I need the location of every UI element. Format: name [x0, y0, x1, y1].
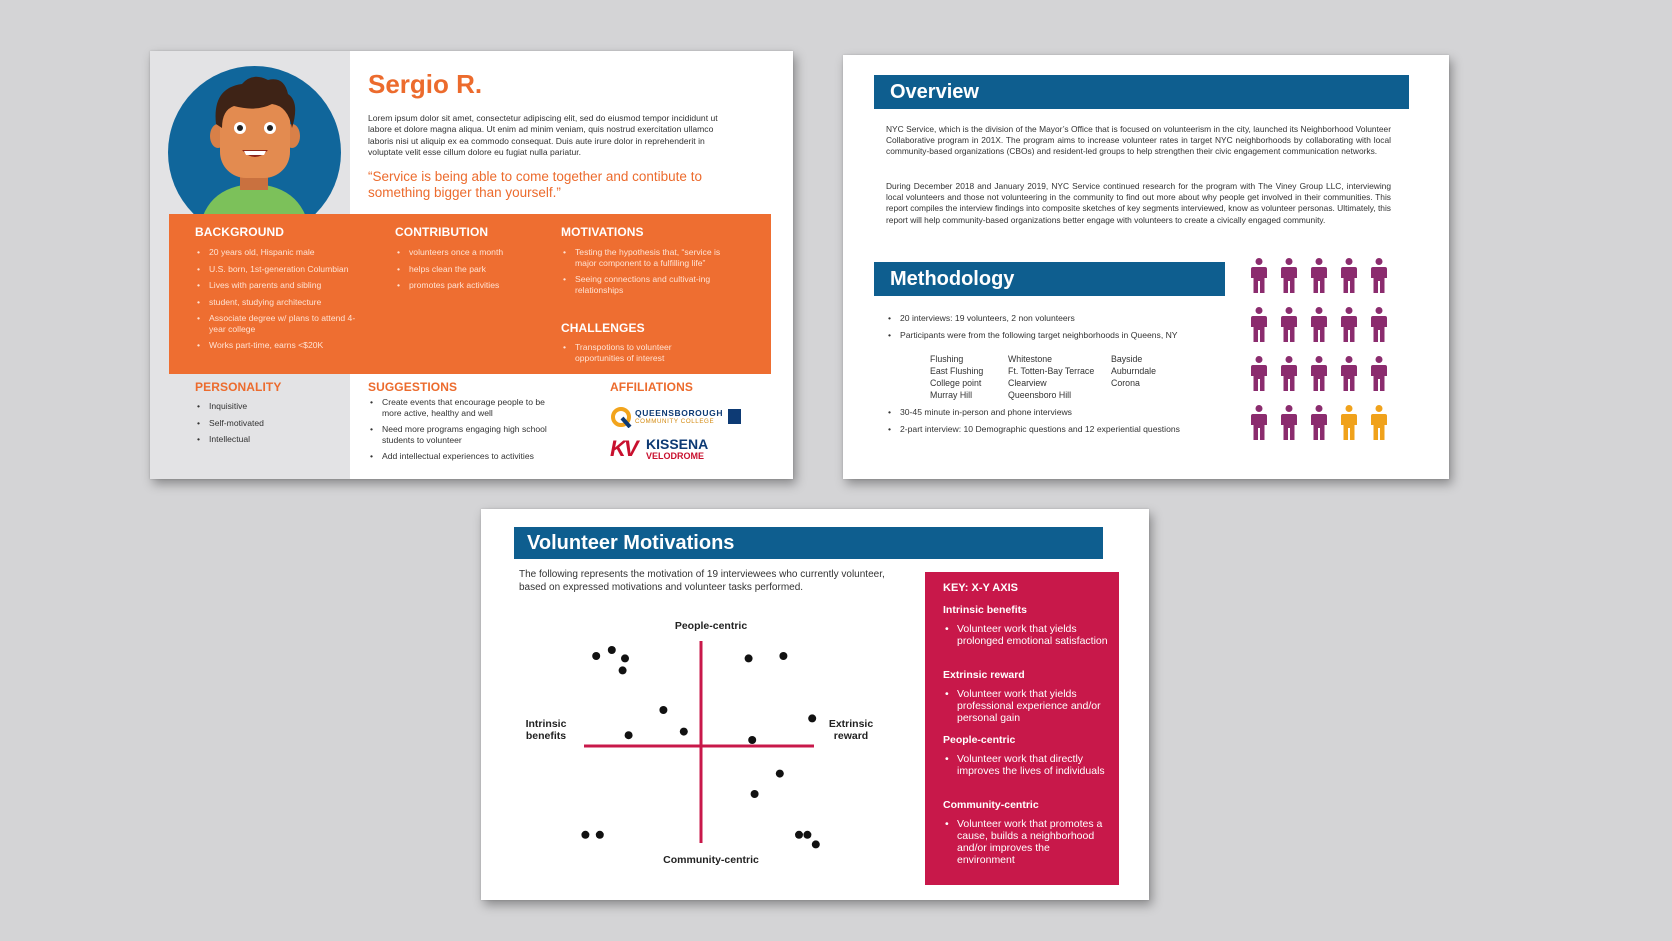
list-item: • 30-45 minute in-person and phone interviews	[886, 407, 1246, 417]
scatter-point	[659, 706, 667, 714]
methodology-list-top	[886, 313, 1231, 347]
participants-pictogram	[1243, 252, 1413, 452]
queensborough-logo	[610, 406, 745, 428]
list-item: • Seeing connections and cultivat-ing relationships	[561, 274, 721, 295]
person-icon	[1371, 405, 1387, 440]
list-item: • U.S. born, 1st-generation Columbian	[195, 264, 363, 275]
list-item: • Testing the hypothesis that, “service is major component to a fulfilling life”	[561, 247, 721, 268]
motivations-card	[481, 509, 1149, 900]
key-title: KEY: X-Y AXIS	[943, 582, 1018, 594]
key-extrinsic-title: Extrinsic reward	[943, 669, 1025, 681]
neighborhood: Clearview	[1008, 378, 1047, 388]
qcc-q-icon	[610, 406, 632, 428]
affiliations-title: AFFILIATIONS	[610, 380, 693, 394]
kissena-name: KISSENA	[646, 436, 709, 452]
person-icon	[1311, 307, 1327, 342]
scatter-point	[795, 831, 803, 839]
person-icon	[1311, 356, 1327, 391]
key-community-title: Community-centric	[943, 799, 1039, 811]
list-item: • 20 years old, Hispanic male	[195, 247, 363, 258]
scatter-point	[608, 646, 616, 654]
challenges-list	[561, 342, 721, 369]
person-icon	[1311, 405, 1327, 440]
scatter-point	[803, 831, 811, 839]
neighborhood: Auburndale	[1111, 366, 1156, 376]
neighborhood: Corona	[1111, 378, 1140, 388]
motivations-list	[561, 247, 721, 301]
neighborhood: College point	[930, 378, 982, 388]
challenges-title: CHALLENGES	[561, 321, 645, 335]
list-item: • 20 interviews: 19 volunteers, 2 non volunteers	[886, 313, 1231, 323]
list-item: • Volunteer work that yields prolonged emotional satisfaction	[943, 623, 1108, 647]
person-icon	[1311, 258, 1327, 293]
overview-header	[874, 75, 1409, 109]
overview-paragraph-2: During December 2018 and January 2019, NYC Service continued research for the program with The Viney Group LLC, interviewing local volunteers and those not volunteering in the community to find out more about why people get involved in their communities. This report compiles the interview findings into composite sketches of key segments interviewed, know as volunteer personas. Ultimately, this report will help community-based organizations better engage with volunteers to create a civically engaged community.	[886, 181, 1391, 225]
key-people-list	[943, 753, 1108, 777]
methodology-title: Methodology	[890, 268, 1015, 290]
neighborhoods-column-1	[930, 353, 983, 401]
scatter-point	[625, 731, 633, 739]
persona-name: Sergio R.	[368, 69, 483, 99]
qcc-subname: COMMUNITY COLLEGE	[635, 418, 715, 425]
list-item: • 2-part interview: 10 Demographic questions and 12 experiential questions	[886, 424, 1246, 434]
person-icon	[1281, 405, 1297, 440]
neighborhoods-column-3	[1111, 353, 1156, 389]
key-intrinsic-title: Intrinsic benefits	[943, 604, 1028, 616]
person-icon	[1251, 356, 1267, 391]
key-community-list	[943, 818, 1108, 866]
velodrome-name: VELODROME	[646, 451, 705, 461]
axis-label-bottom: Community-centric	[663, 854, 759, 866]
methodology-header	[874, 262, 1225, 296]
personality-title: PERSONALITY	[195, 380, 282, 394]
motivations-title: Volunteer Motivations	[527, 532, 735, 554]
person-icon	[1251, 258, 1267, 293]
scatter-point	[745, 654, 753, 662]
axis-label-right: Extrinsic reward	[828, 718, 874, 742]
person-icon	[1281, 307, 1297, 342]
overview-paragraph-1: NYC Service, which is the division of the Mayor’s Office that is focused on volunteerism in the city, launched its Neighborhood Volunteer Collaborative program in 201X. The program aims to increase volunteer rates in target NYC neighborhoods by collaborating with local community-based organizations (CBOs) and resident-led groups to help strengthen their civic engagement communication networks.	[886, 124, 1391, 157]
motivations-header	[514, 527, 1103, 559]
person-icon	[1251, 405, 1267, 440]
background-title: BACKGROUND	[195, 225, 284, 239]
list-item: • promotes park activities	[395, 280, 545, 291]
contribution-list	[395, 247, 545, 297]
key-people-title: People-centric	[943, 734, 1016, 746]
scatter-point	[619, 666, 627, 674]
neighborhood: Ft. Totten-Bay Terrace	[1008, 366, 1095, 376]
list-item: • Associate degree w/ plans to attend 4-year college	[195, 313, 363, 334]
persona-card	[150, 51, 793, 479]
neighborhood: Queensboro Hill	[1008, 390, 1072, 400]
personality-list	[195, 401, 335, 451]
scatter-point	[751, 790, 759, 798]
scatter-point	[748, 736, 756, 744]
key-extrinsic-list	[943, 688, 1108, 724]
list-item: • Need more programs engaging high school students to volunteer	[368, 424, 558, 445]
person-icon	[1251, 307, 1267, 342]
list-item: • Volunteer work that promotes a cause, builds a neighborhood and/or improves the environment	[943, 818, 1108, 866]
overview-card	[843, 55, 1449, 479]
persona-details-band	[169, 214, 771, 374]
neighborhoods-column-2	[1008, 353, 1094, 401]
list-item: • volunteers once a month	[395, 247, 545, 258]
person-icon	[1281, 258, 1297, 293]
cuny-badge	[728, 409, 741, 424]
list-item: • Intellectual	[195, 434, 335, 445]
methodology-list-bottom	[886, 407, 1246, 441]
person-icon	[1341, 307, 1357, 342]
scatter-point	[812, 840, 820, 848]
scatter-point	[779, 652, 787, 660]
scatter-point	[621, 654, 629, 662]
scatter-point	[581, 831, 589, 839]
list-item: • Volunteer work that directly improves the lives of individuals	[943, 753, 1108, 777]
neighborhood: Bayside	[1111, 354, 1143, 364]
person-icon	[1371, 356, 1387, 391]
scatter-point	[808, 714, 816, 722]
list-item: • Inquisitive	[195, 401, 335, 412]
list-item: • Volunteer work that yields professional experience and/or personal gain	[943, 688, 1108, 724]
neighborhood: Murray Hill	[930, 390, 973, 400]
scatter-point	[596, 831, 604, 839]
suggestions-title: SUGGESTIONS	[368, 380, 458, 394]
kv-mark: KV	[610, 436, 637, 461]
scatter-point	[592, 652, 600, 660]
suggestions-list	[368, 397, 558, 468]
kissena-logo	[610, 435, 720, 463]
qcc-name: QUEENSBOROUGH	[635, 408, 724, 418]
list-item: • Transpotions to volunteer opportunities of interest	[561, 342, 721, 363]
scatter-point	[776, 770, 784, 778]
person-icon	[1341, 405, 1357, 440]
list-item: • Works part-time, earns <$20K	[195, 340, 363, 351]
contribution-title: CONTRIBUTION	[395, 225, 489, 239]
person-icon	[1371, 307, 1387, 342]
person-icon	[1371, 258, 1387, 293]
list-item: • Add intellectual experiences to activities	[368, 451, 558, 462]
list-item: • Participants were from the following target neighborhoods in Queens, NY	[886, 330, 1231, 340]
list-item: • student, studying architecture	[195, 297, 363, 308]
neighborhood: East Flushing	[930, 366, 984, 376]
person-icon	[1281, 356, 1297, 391]
axis-label-left: Intrinsic benefits	[525, 718, 567, 742]
axis-label-top: People-centric	[674, 620, 748, 632]
motivations-intro: The following represents the motivation of 19 interviewees who currently volunteer, based on expressed motivations and volunteer tasks performed.	[519, 569, 885, 593]
key-intrinsic-list	[943, 623, 1108, 647]
person-icon	[1341, 258, 1357, 293]
list-item: • Self-motivated	[195, 418, 335, 429]
motivation-scatter-plot	[578, 641, 828, 851]
background-list	[195, 247, 363, 357]
neighborhood: Flushing	[930, 354, 964, 364]
list-item: • Create events that encourage people to be more active, healthy and well	[368, 397, 558, 418]
list-item: • Lives with parents and sibling	[195, 280, 363, 291]
scatter-point	[680, 728, 688, 736]
motivations-title: MOTIVATIONS	[561, 225, 644, 239]
person-icon	[1341, 356, 1357, 391]
key-box	[925, 572, 1119, 885]
list-item: • helps clean the park	[395, 264, 545, 275]
persona-bio: Lorem ipsum dolor sit amet, consectetur adipiscing elit, sed do eiusmod tempor incididunt ut labore et dolore magna aliqua. Ut enim ad minim veniam, quis nostrud exercitation ullamco laboris nisi ut aliquip ex ea commodo consequat. Duis aute irure dolor in reprehenderit in voluptate velit esse cillum dolore eu fugiat nulla pariatur.	[368, 113, 718, 158]
overview-title: Overview	[890, 81, 979, 103]
neighborhood: Whitestone	[1008, 354, 1053, 364]
persona-quote: “Service is being able to come together and contibute to something bigger than yourself.”	[368, 169, 702, 200]
